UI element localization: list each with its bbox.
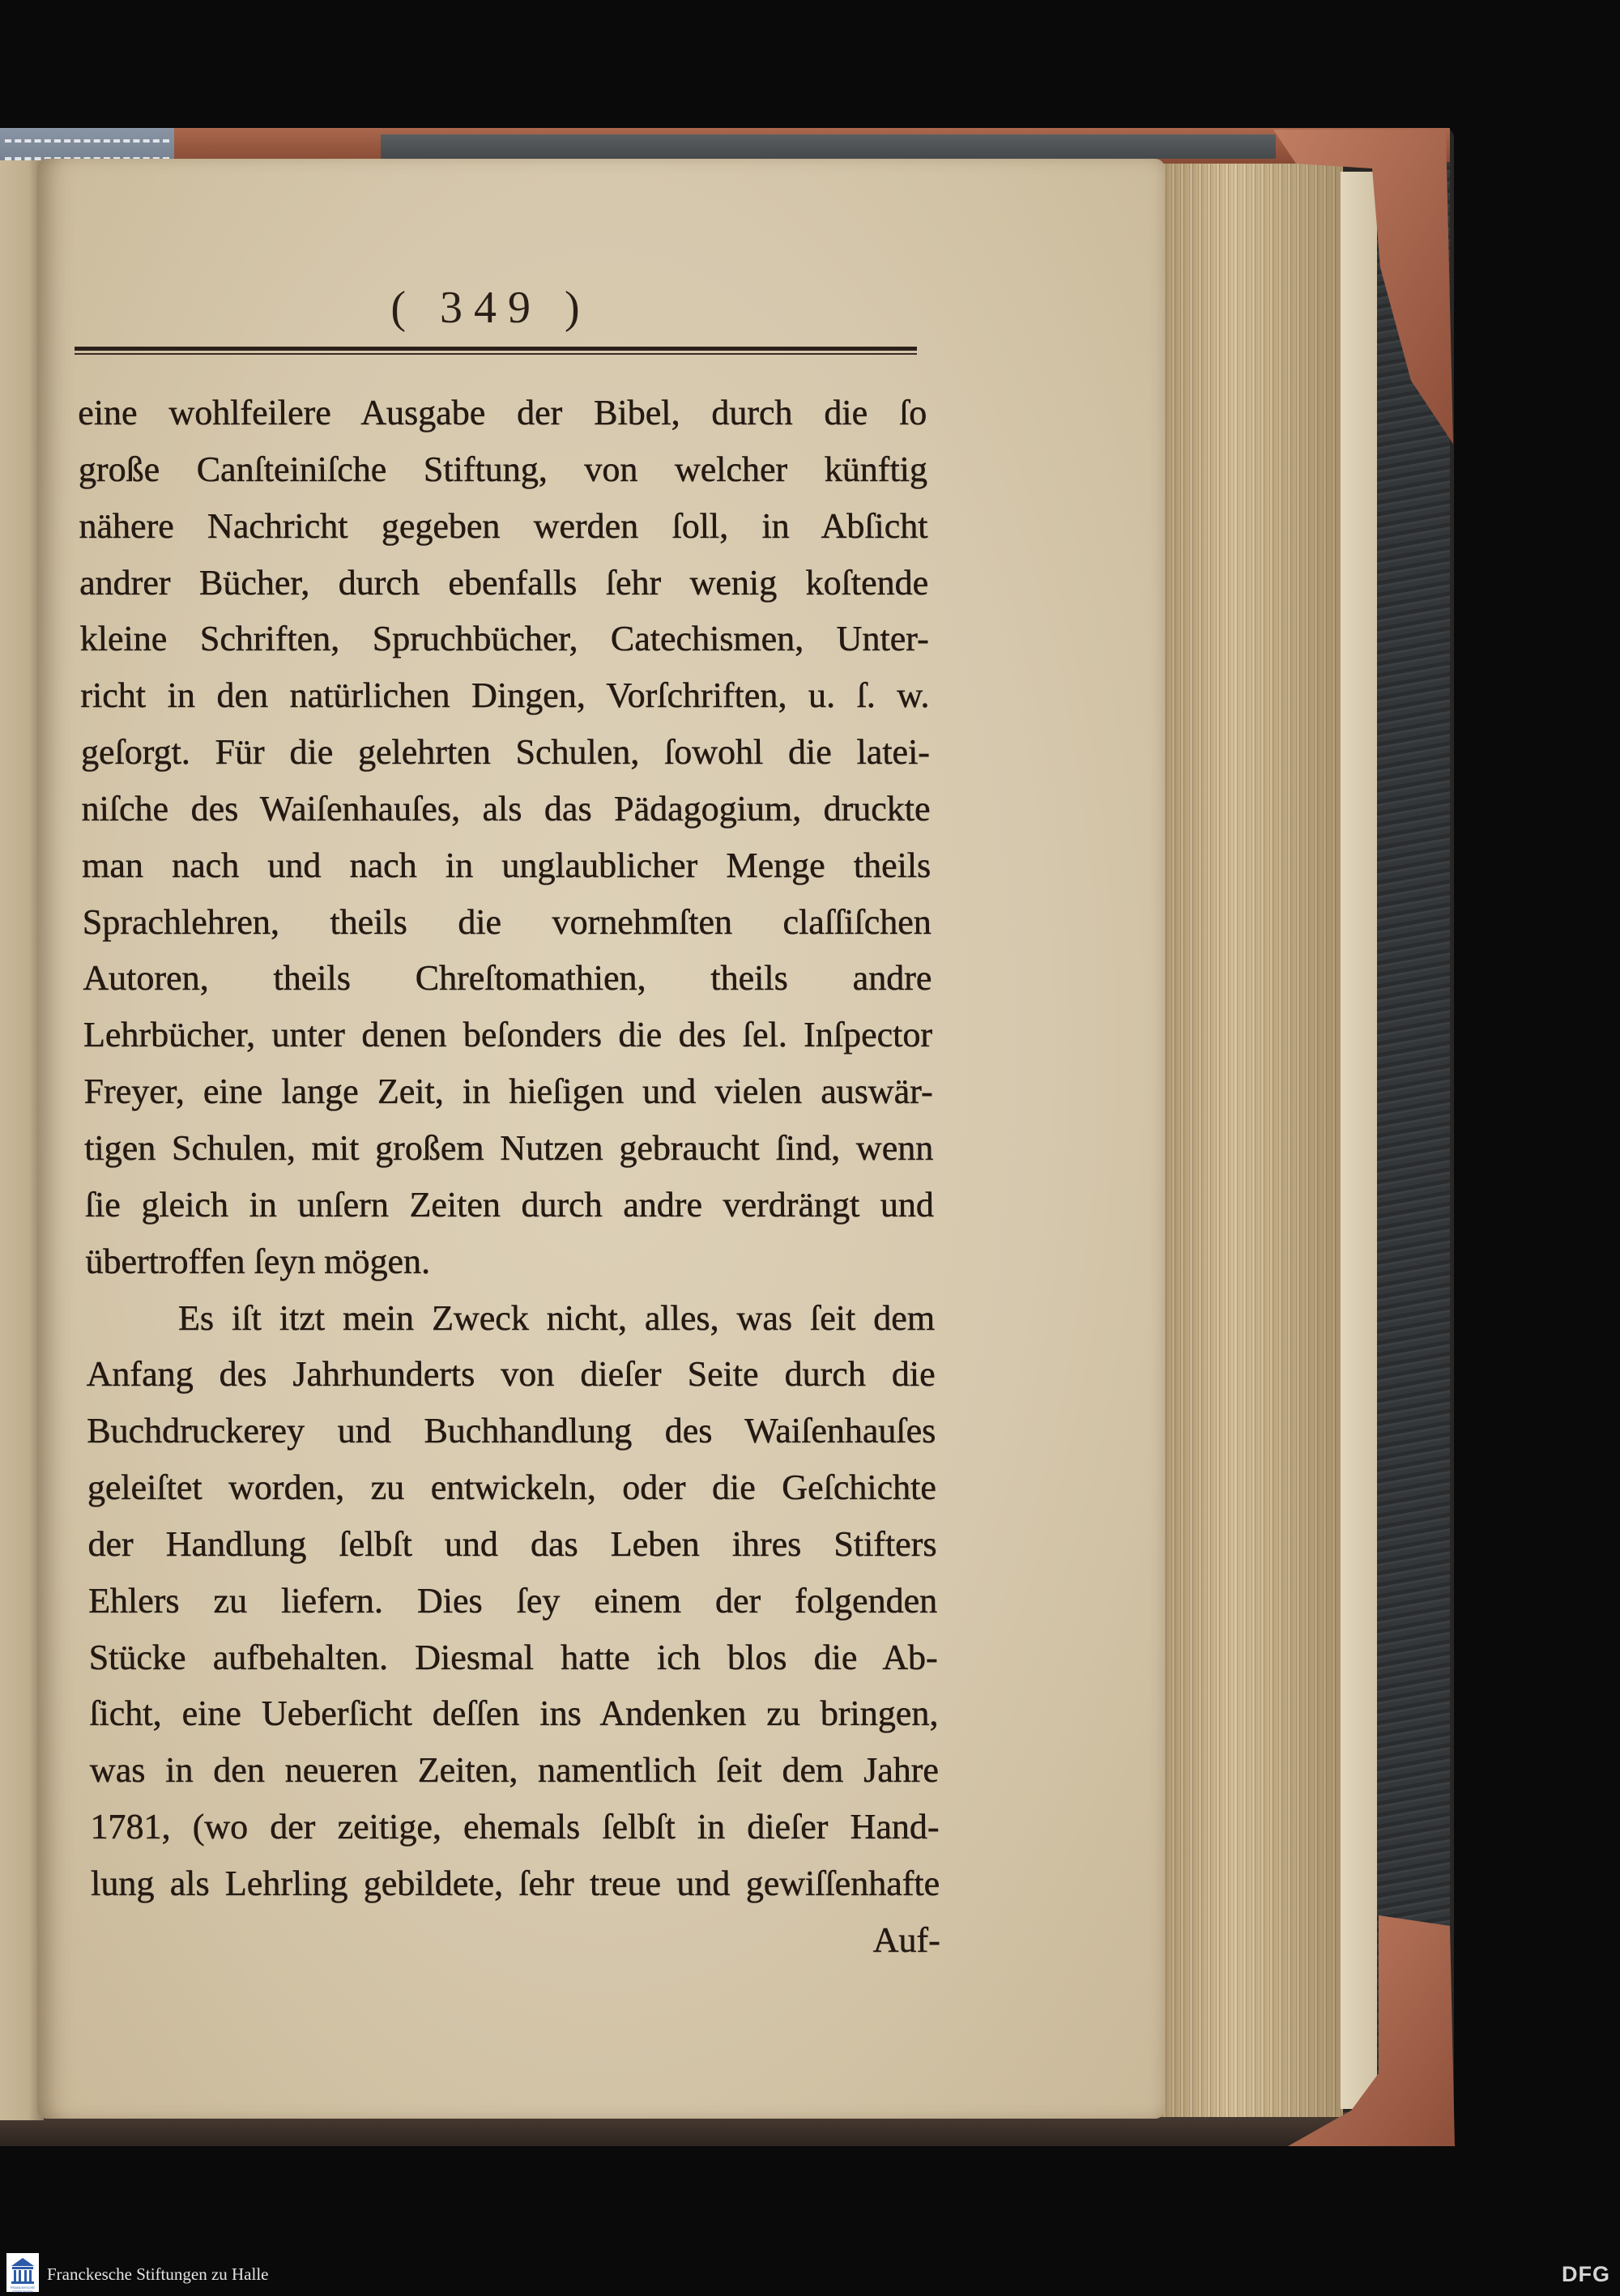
top-right-leather-corner: [1273, 130, 1453, 444]
text-line: Sprachlehren, theils die vornehmſten claſſiſchen: [82, 901, 932, 942]
text-line: Freyer, eine lange Zeit, in hieſigen und vielen auswär-: [83, 1071, 933, 1112]
text-line: ſicht, eine Ueberſicht deſſen ins Andenken zu bringen,: [89, 1693, 939, 1734]
text-line: lung als Lehrling gebildete, ſehr treue und gewiſſenhafte: [90, 1863, 940, 1903]
text-line: richt in den natürlichen Dingen, Vorſchriften, u. ſ. w.: [80, 675, 930, 716]
text-line: andrer Bücher, durch ebenfalls ſehr wenig koſtende: [79, 562, 929, 603]
text-line: ſie gleich in unſern Zeiten durch andre verdrängt und: [84, 1184, 935, 1225]
bottom-right-leather-corner: [1288, 1915, 1455, 2146]
text-line: eine wohlfeilere Ausgabe der Bibel, durch die ſo: [78, 393, 927, 432]
text-line: Buchdruckerey und Buchhandlung des Waiſenhauſes: [87, 1411, 936, 1451]
text-line: übertroffen ſeyn mögen.: [85, 1241, 431, 1281]
text-line: geleiſtet worden, zu entwickeln, oder die Geſchichte: [87, 1467, 937, 1508]
text-line: geſorgt. Für die gelehrten Schulen, ſowohl die latei-: [80, 732, 931, 773]
page-number: ( 349 ): [390, 283, 591, 333]
institution-credit: Franckesche Stiftungen zu Halle: [47, 2264, 269, 2284]
text-line: man nach und nach in unglaublicher Menge theils: [81, 845, 932, 885]
catchword: Auf-: [872, 1919, 940, 1960]
body-text: [78, 385, 940, 1969]
text-line: tigen Schulen, mit großem Nutzen gebraucht ſind, wenn: [84, 1127, 934, 1168]
text-line: Anfang des Jahrhunderts von dieſer Seite durch die: [86, 1354, 936, 1395]
text-line: Ehlers zu liefern. Dies ſey einem der folgenden: [87, 1580, 938, 1621]
text-line: Es iſt itzt mein Zweck nicht, alles, was ſeit dem: [177, 1297, 936, 1338]
text-line: was in den neueren Zeiten, namentlich ſeit dem Jahre: [89, 1750, 940, 1791]
logo-lettering: FRANCKESCHE STIFTUNGEN: [10, 2285, 36, 2294]
text-line: kleine Schriften, Spruchbücher, Catechismen, Unter-: [79, 619, 929, 659]
funder-credit: DFG: [1562, 2262, 1610, 2286]
text-line: der Handlung ſelbſt und das Leben ihres Stifters: [87, 1523, 937, 1564]
text-line: nähere Nachricht gegeben werden ſoll, in Abſicht: [79, 505, 928, 546]
text-line: Autoren, theils Chreſtomathien, theils andre: [83, 958, 932, 999]
header-rule: [75, 347, 917, 355]
text-line: niſche des Waiſenhauſes, als das Pädagogium, druckte: [81, 788, 931, 829]
text-line: Lehrbücher, unter denen beſonders die des ſel. Inſpector: [83, 1015, 933, 1055]
text-line: Stücke aufbehalten. Diesmal hatte ich blos die Ab-: [88, 1637, 938, 1677]
text-line: 1781, (wo der zeitige, ehemals ſelbſt in dieſer Hand-: [90, 1807, 940, 1847]
text-line: große Canſteiniſche Stiftung, von welcher künftig: [78, 449, 928, 489]
